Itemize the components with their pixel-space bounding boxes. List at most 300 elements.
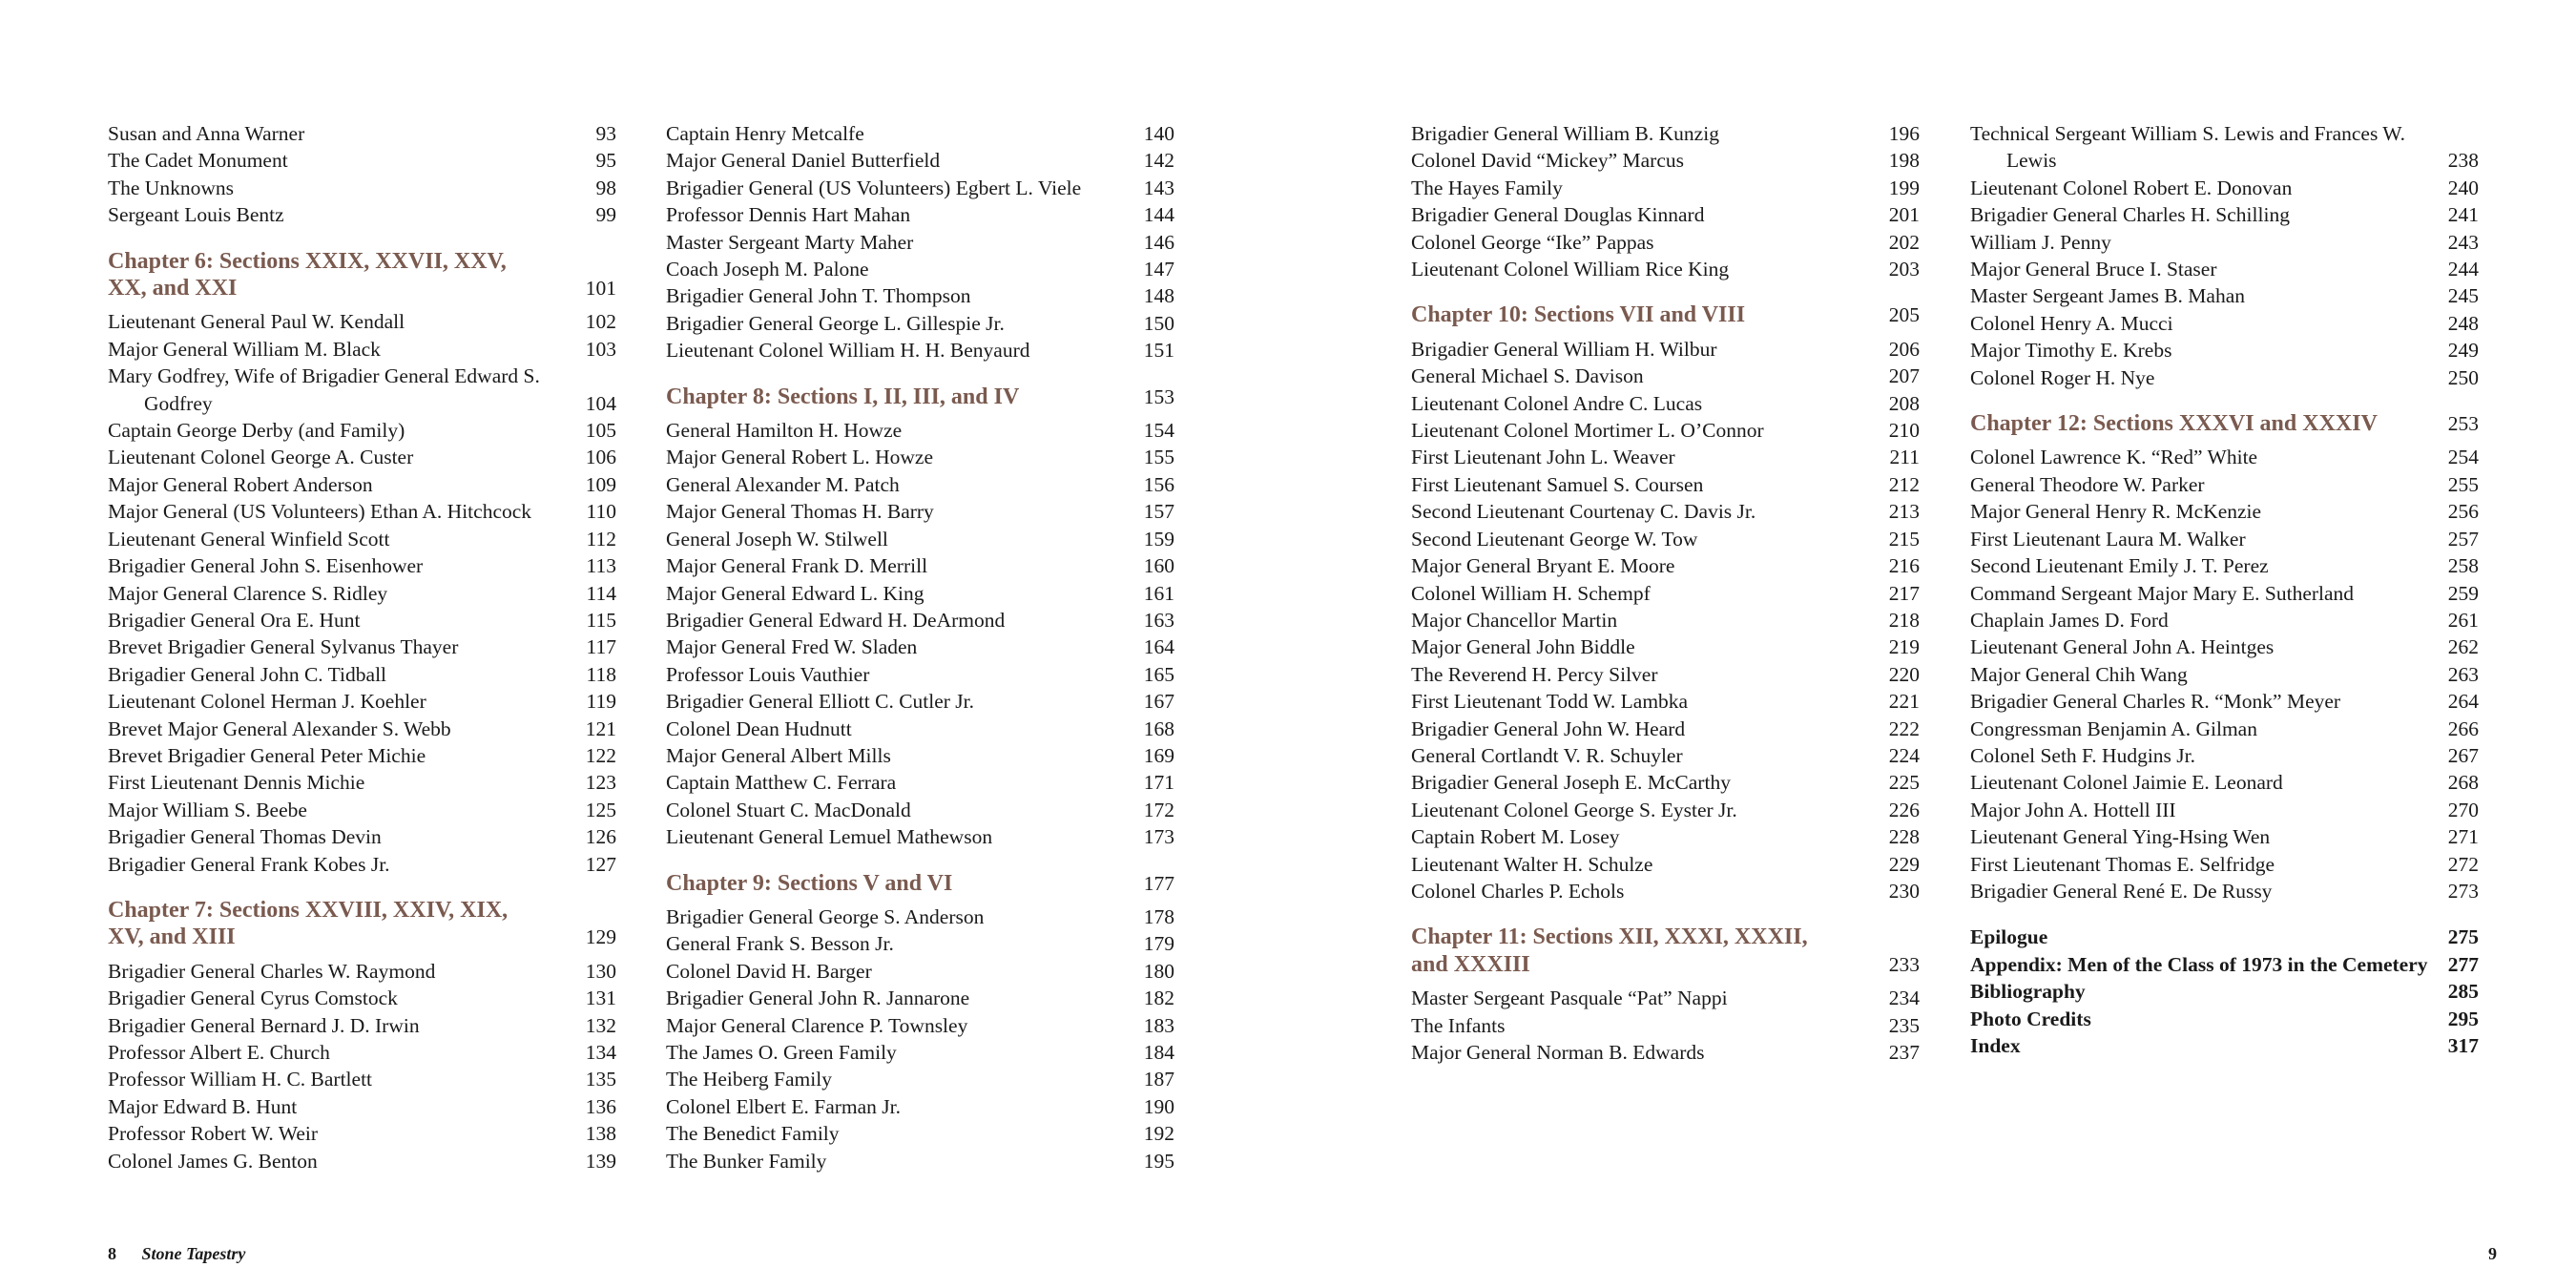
toc-entry <box>108 363 616 417</box>
entry-title: Brigadier General Charles R. “Monk” Meyer <box>1970 690 2341 714</box>
toc-entry <box>1970 823 2479 850</box>
toc-entry <box>666 823 1174 850</box>
entry-title: Lieutenant General Winfield Scott <box>108 527 390 551</box>
toc-entry <box>1970 471 2479 498</box>
page-number: 178 <box>1143 904 1174 928</box>
entry-title: General Michael S. Davison <box>1411 364 1644 388</box>
toc-entry <box>1411 256 1920 282</box>
entry-title: Index <box>1970 1034 2021 1057</box>
page-number: 98 <box>595 176 616 199</box>
entry-title: Brigadier General Cyrus Comstock <box>108 987 398 1010</box>
entry-title: Colonel William H. Schempf <box>1411 581 1651 605</box>
toc-column-4 <box>1970 120 2479 1059</box>
chapter-title: Chapter 7: Sections XXVIII, XXIV, XIX, XV, and XIII <box>108 897 509 950</box>
page-number: 115 <box>586 608 616 632</box>
page-number: 167 <box>1143 690 1174 714</box>
page-number: 103 <box>585 337 616 361</box>
toc-entry <box>1411 742 1920 769</box>
toc-entry <box>1411 851 1920 878</box>
toc-entry <box>1970 634 2479 660</box>
toc-entry <box>1970 201 2479 228</box>
toc-entry <box>1970 878 2479 904</box>
page-number: 245 <box>2447 284 2479 308</box>
toc-entry <box>108 120 616 147</box>
toc-column-3 <box>1411 120 1920 1066</box>
toc-entry <box>108 471 616 498</box>
toc-entry <box>108 661 616 688</box>
toc-entry <box>108 147 616 174</box>
entry-title: Major General Bryant E. Moore <box>1411 554 1675 578</box>
toc-entry <box>108 1148 616 1174</box>
page-number: 160 <box>1143 554 1174 578</box>
entry-title: Brevet Major General Alexander S. Webb <box>108 717 451 740</box>
entry-title: Lieutenant Colonel George A. Custer <box>108 446 414 469</box>
entry-title: The James O. Green Family <box>666 1041 897 1064</box>
entry-title: Major General William M. Black <box>108 337 381 361</box>
page-number: 153 <box>1143 384 1174 408</box>
chapter-title: Chapter 6: Sections XXIX, XXVII, XXV, XX, and XXI <box>108 248 507 301</box>
toc-entry <box>1970 256 2479 282</box>
page-number: 208 <box>1888 391 1920 415</box>
page-number: 196 <box>1888 122 1920 145</box>
entry-title: Lieutenant Colonel Mortimer L. O’Connor <box>1411 419 1764 443</box>
toc-entry <box>1411 201 1920 228</box>
toc-column-1 <box>108 120 616 1174</box>
page-number: 163 <box>1143 608 1174 632</box>
page-number: 118 <box>586 662 616 686</box>
toc-entry <box>108 985 616 1011</box>
page-number: 262 <box>2447 635 2479 659</box>
toc-entry <box>1970 282 2479 309</box>
toc-entry <box>1970 607 2479 634</box>
entry-title: Second Lieutenant Courtenay C. Davis Jr. <box>1411 500 1756 524</box>
page-number: 187 <box>1143 1068 1174 1091</box>
page-number: 203 <box>1888 258 1920 281</box>
entry-title: Lieutenant Colonel William H. H. Benyaurd <box>666 339 1030 363</box>
page-number: 264 <box>2447 690 2479 714</box>
page-number: 233 <box>1888 952 1920 976</box>
page-number: 228 <box>1888 825 1920 849</box>
backmatter-entry <box>1970 924 2479 950</box>
entry-title: Brigadier General Charles H. Schilling <box>1970 203 2290 227</box>
backmatter-entry <box>1970 978 2479 1005</box>
entry-title: Major General Fred W. Sladen <box>666 635 918 659</box>
page-number: 226 <box>1888 798 1920 821</box>
toc-entry <box>1970 175 2479 201</box>
entry-title: Brigadier General William H. Wilbur <box>1411 337 1717 361</box>
running-title: Stone Tapestry <box>141 1244 246 1263</box>
page-number: 109 <box>585 472 616 496</box>
entry-title: Brigadier General John W. Heard <box>1411 717 1686 740</box>
entry-title: Major General (US Volunteers) Ethan A. Hitchcock <box>108 500 532 524</box>
toc-entry <box>1411 336 1920 363</box>
entry-title: Colonel David “Mickey” Marcus <box>1411 149 1684 173</box>
page-number: 105 <box>585 419 616 443</box>
entry-title: The Hayes Family <box>1411 176 1563 199</box>
toc-entry <box>666 580 1174 607</box>
toc-entry <box>666 444 1174 470</box>
toc-entry <box>108 716 616 742</box>
entry-title: Brigadier General Joseph E. McCarthy <box>1411 771 1731 795</box>
entry-title: Major General Thomas H. Barry <box>666 500 934 524</box>
toc-entry <box>1970 526 2479 552</box>
toc-entry <box>666 742 1174 769</box>
page-number: 93 <box>595 122 616 145</box>
entry-title: Major General Edward L. King <box>666 581 924 605</box>
page-number: 256 <box>2447 500 2479 524</box>
entry-title: Colonel David H. Barger <box>666 959 872 983</box>
backmatter-entry <box>1970 1006 2479 1032</box>
chapter-title: Chapter 10: Sections VII and VIII <box>1411 302 1746 328</box>
page-number: 215 <box>1888 527 1920 551</box>
entry-title: Brigadier General René E. De Russy <box>1970 879 2273 903</box>
toc-entry <box>666 417 1174 444</box>
toc-entry <box>108 417 616 444</box>
chapter-heading <box>1411 301 1920 328</box>
toc-entry <box>1411 797 1920 823</box>
page-number: 169 <box>1143 743 1174 767</box>
page-number: 230 <box>1888 879 1920 903</box>
entry-title: Captain Matthew C. Ferrara <box>666 771 897 795</box>
toc-entry <box>1411 661 1920 688</box>
entry-title: Major General John Biddle <box>1411 635 1635 659</box>
page-number: 271 <box>2447 825 2479 849</box>
entry-title: Captain George Derby (and Family) <box>108 419 405 443</box>
entry-title: Lieutenant Colonel Jaimie E. Leonard <box>1970 771 2283 795</box>
entry-title: Major General Frank D. Merrill <box>666 554 928 578</box>
toc-entry <box>1970 337 2479 364</box>
entry-title: Major General Daniel Butterfield <box>666 149 941 173</box>
entry-title: Colonel Stuart C. MacDonald <box>666 798 911 821</box>
toc-entry <box>666 147 1174 174</box>
page-number: 205 <box>1888 303 1920 327</box>
page-number: 114 <box>586 581 616 605</box>
page-number: 202 <box>1888 230 1920 254</box>
entry-title: Second Lieutenant Emily J. T. Perez <box>1970 554 2269 578</box>
page-number: 192 <box>1143 1122 1174 1146</box>
toc-entry <box>666 1148 1174 1174</box>
page-number: 295 <box>2447 1007 2479 1030</box>
entry-title: Brigadier General Thomas Devin <box>108 825 382 849</box>
toc-entry <box>108 580 616 607</box>
page-number: 277 <box>2447 952 2479 976</box>
toc-entry <box>1411 120 1920 147</box>
page-number: 248 <box>2447 311 2479 335</box>
page-number: 165 <box>1143 662 1174 686</box>
page-number: 224 <box>1888 743 1920 767</box>
page-number: 266 <box>2447 717 2479 740</box>
entry-title: Major John A. Hottell III <box>1970 798 2176 821</box>
page-number: 122 <box>585 743 616 767</box>
entry-title: Brigadier General Douglas Kinnard <box>1411 203 1705 227</box>
entry-title: Professor Louis Vauthier <box>666 662 870 686</box>
page-number: 257 <box>2447 527 2479 551</box>
toc-entry <box>1970 364 2479 391</box>
chapter-title: Chapter 11: Sections XII, XXXI, XXXII, and XXXIII <box>1411 924 1808 977</box>
toc-entry <box>108 851 616 878</box>
page-number: 183 <box>1143 1013 1174 1037</box>
toc-entry <box>108 688 616 715</box>
toc-entry <box>108 1012 616 1039</box>
page-number: 121 <box>585 717 616 740</box>
toc-entry <box>1970 851 2479 878</box>
toc-entry <box>666 769 1174 796</box>
entry-title: Colonel Elbert E. Farman Jr. <box>666 1094 902 1118</box>
toc-entry <box>108 175 616 201</box>
entry-title: The Unknowns <box>108 176 234 199</box>
toc-entry <box>666 904 1174 930</box>
entry-title: Brigadier General (US Volunteers) Egbert L. Viele <box>666 176 1082 199</box>
toc-entry <box>666 120 1174 147</box>
page-number: 263 <box>2447 662 2479 686</box>
entry-title: Command Sergeant Major Mary E. Sutherland <box>1970 581 2355 605</box>
page-number: 156 <box>1143 472 1174 496</box>
page-number: 173 <box>1143 825 1174 849</box>
toc-entry <box>108 958 616 985</box>
page-number: 161 <box>1143 581 1174 605</box>
page-number: 190 <box>1143 1094 1174 1118</box>
page-number: 201 <box>1888 203 1920 227</box>
toc-entry <box>666 256 1174 282</box>
toc-entry <box>666 1012 1174 1039</box>
page-number: 106 <box>585 446 616 469</box>
entry-title: Lieutenant General Paul W. Kendall <box>108 310 405 334</box>
entry-title: Colonel Roger H. Nye <box>1970 365 2155 389</box>
page-number: 270 <box>2447 798 2479 821</box>
entry-title: Master Sergeant James B. Mahan <box>1970 284 2245 308</box>
page-number: 211 <box>1889 446 1920 469</box>
entry-title: Sergeant Louis Bentz <box>108 203 284 227</box>
toc-entry <box>1970 498 2479 525</box>
entry-title: General Theodore W. Parker <box>1970 472 2205 496</box>
entry-title: Major General Clarence P. Townsley <box>666 1013 968 1037</box>
toc-entry <box>108 742 616 769</box>
page-number: 221 <box>1888 690 1920 714</box>
entry-title: General Alexander M. Patch <box>666 472 900 496</box>
toc-entry <box>1970 444 2479 470</box>
toc-entry <box>666 282 1174 309</box>
entry-title: The Infants <box>1411 1013 1506 1037</box>
toc-entry <box>1970 580 2479 607</box>
page-number: 179 <box>1143 932 1174 956</box>
entry-title: Colonel Henry A. Mucci <box>1970 311 2173 335</box>
page-number: 168 <box>1143 717 1174 740</box>
entry-title: Major Timothy E. Krebs <box>1970 339 2172 363</box>
page-number: 273 <box>2447 879 2479 903</box>
toc-entry <box>1411 634 1920 660</box>
chapter-heading <box>666 384 1174 410</box>
page-number: 240 <box>2447 176 2479 199</box>
toc-entry <box>1411 229 1920 256</box>
chapter-title: Chapter 8: Sections I, II, III, and IV <box>666 384 1020 409</box>
entry-title: Colonel George “Ike” Pappas <box>1411 230 1654 254</box>
entry-title: General Frank S. Besson Jr. <box>666 932 894 956</box>
entry-title: First Lieutenant Todd W. Lambka <box>1411 690 1689 714</box>
entry-title: Brevet Brigadier General Peter Michie <box>108 743 426 767</box>
toc-entry <box>108 607 616 634</box>
toc-entry <box>666 471 1174 498</box>
entry-title: Professor Robert W. Weir <box>108 1122 319 1146</box>
page-number: 212 <box>1888 472 1920 496</box>
page-number: 244 <box>2447 258 2479 281</box>
backmatter-entry <box>1970 951 2479 978</box>
left-page-number: 8 <box>108 1244 116 1263</box>
page-number: 101 <box>585 277 616 301</box>
toc-entry <box>1970 688 2479 715</box>
entry-title: Captain Robert M. Losey <box>1411 825 1620 849</box>
entry-title: Brigadier General Bernard J. D. Irwin <box>108 1013 420 1037</box>
page-number: 155 <box>1143 446 1174 469</box>
entry-title: Brigadier General George L. Gillespie Jr. <box>666 311 1005 335</box>
toc-entry <box>1411 823 1920 850</box>
page-number: 249 <box>2447 339 2479 363</box>
toc-entry <box>108 498 616 525</box>
toc-entry <box>1970 310 2479 337</box>
entry-title: Brigadier General Elliott C. Cutler Jr. <box>666 690 975 714</box>
entry-title: Chaplain James D. Ford <box>1970 608 2169 632</box>
page-number: 253 <box>2447 412 2479 436</box>
page-number: 102 <box>585 310 616 334</box>
page-number: 130 <box>585 959 616 983</box>
page-number: 150 <box>1143 311 1174 335</box>
entry-title: William J. Penny <box>1970 230 2111 254</box>
page-number: 243 <box>2447 230 2479 254</box>
entry-title: Brigadier General Ora E. Hunt <box>108 608 361 632</box>
toc-column-2 <box>666 120 1174 1174</box>
toc-entry <box>1970 716 2479 742</box>
page-number: 219 <box>1888 635 1920 659</box>
toc-entry <box>666 930 1174 957</box>
toc-entry <box>108 1120 616 1147</box>
toc-entry <box>1411 985 1920 1011</box>
page-number: 182 <box>1143 987 1174 1010</box>
page-number: 157 <box>1143 500 1174 524</box>
toc-entry <box>666 1120 1174 1147</box>
entry-title: First Lieutenant Thomas E. Selfridge <box>1970 852 2275 876</box>
entry-title: Colonel Seth F. Hudgins Jr. <box>1970 743 2195 767</box>
page-number: 272 <box>2447 852 2479 876</box>
chapter-heading <box>108 248 616 302</box>
left-page-footer <box>108 1244 245 1264</box>
page-number: 99 <box>595 203 616 227</box>
page-number: 222 <box>1888 717 1920 740</box>
toc-entry <box>108 797 616 823</box>
page-number: 131 <box>585 987 616 1010</box>
entry-title: First Lieutenant John L. Weaver <box>1411 446 1675 469</box>
page-number: 136 <box>585 1094 616 1118</box>
toc-entry <box>666 201 1174 228</box>
entry-title: Major Edward B. Hunt <box>108 1094 298 1118</box>
entry-title: Professor Dennis Hart Mahan <box>666 203 911 227</box>
page-number: 148 <box>1143 284 1174 308</box>
page-number: 171 <box>1143 771 1174 795</box>
entry-title: Captain Henry Metcalfe <box>666 122 864 145</box>
chapter-heading <box>1411 924 1920 978</box>
toc-entry <box>108 336 616 363</box>
page-number: 235 <box>1888 1013 1920 1037</box>
toc-entry <box>108 444 616 470</box>
toc-entry <box>1411 175 1920 201</box>
toc-entry <box>108 634 616 660</box>
toc-entry <box>1411 471 1920 498</box>
page-number: 144 <box>1143 203 1174 227</box>
toc-entry <box>1970 797 2479 823</box>
entry-title: General Joseph W. Stilwell <box>666 527 888 551</box>
toc-entry <box>1970 661 2479 688</box>
entry-title: The Cadet Monument <box>108 149 288 173</box>
page-number: 206 <box>1888 337 1920 361</box>
toc-entry <box>1970 552 2479 579</box>
entry-title: Brigadier General Edward H. DeArmond <box>666 608 1006 632</box>
page-number: 261 <box>2447 608 2479 632</box>
entry-title: Master Sergeant Marty Maher <box>666 230 914 254</box>
chapter-title: Chapter 9: Sections V and VI <box>666 870 953 896</box>
entry-title: Colonel Charles P. Echols <box>1411 879 1625 903</box>
entry-title: First Lieutenant Dennis Michie <box>108 771 365 795</box>
page-number: 125 <box>585 798 616 821</box>
chapter-heading <box>1970 410 2479 437</box>
entry-title: Bibliography <box>1970 980 2086 1004</box>
entry-title: Brevet Brigadier General Sylvanus Thayer <box>108 635 459 659</box>
page-number: 268 <box>2447 771 2479 795</box>
toc-entry <box>108 769 616 796</box>
page-number: 134 <box>585 1041 616 1064</box>
chapter-heading <box>108 897 616 951</box>
entry-title: Major General Clarence S. Ridley <box>108 581 388 605</box>
page-number: 159 <box>1143 527 1174 551</box>
entry-title: Brigadier General John R. Jannarone <box>666 987 970 1010</box>
page-number: 199 <box>1888 176 1920 199</box>
chapter-title: Chapter 12: Sections XXXVI and XXXIV <box>1970 411 2378 437</box>
entry-title: Lieutenant Colonel William Rice King <box>1411 258 1730 281</box>
entry-title: Brigadier General William B. Kunzig <box>1411 122 1719 145</box>
page-number: 207 <box>1888 364 1920 388</box>
toc-entry <box>108 201 616 228</box>
toc-entry <box>666 498 1174 525</box>
toc-entry <box>666 1039 1174 1066</box>
backmatter-list <box>1970 924 2479 1059</box>
entry-title: Second Lieutenant George W. Tow <box>1411 527 1698 551</box>
toc-entry <box>1411 552 1920 579</box>
page-number: 138 <box>585 1122 616 1146</box>
toc-entry <box>666 175 1174 201</box>
entry-title: Major General Albert Mills <box>666 743 891 767</box>
page-number: 126 <box>585 825 616 849</box>
toc-entry <box>666 1066 1174 1092</box>
entry-title: Susan and Anna Warner <box>108 122 305 145</box>
toc-entry <box>1970 229 2479 256</box>
entry-title: Professor Albert E. Church <box>108 1041 330 1064</box>
toc-entry <box>666 688 1174 715</box>
toc-entry <box>1411 417 1920 444</box>
page-number: 140 <box>1143 122 1174 145</box>
entry-title: Photo Credits <box>1970 1007 2091 1030</box>
toc-entry <box>666 958 1174 985</box>
entry-title: Appendix: Men of the Class of 1973 in the Cemetery <box>1970 952 2428 976</box>
backmatter-entry <box>1970 1032 2479 1059</box>
entry-title: Lieutenant Colonel Herman J. Koehler <box>108 690 426 714</box>
entry-title: Major General Robert Anderson <box>108 472 373 496</box>
entry-title: Lieutenant General Ying-Hsing Wen <box>1970 825 2271 849</box>
page-number: 195 <box>1143 1149 1174 1173</box>
toc-entry <box>666 310 1174 337</box>
toc-entry <box>1970 742 2479 769</box>
page-number: 255 <box>2447 472 2479 496</box>
toc-entry <box>1411 580 1920 607</box>
page-number: 172 <box>1143 798 1174 821</box>
entry-title: Lieutenant Colonel Andre C. Lucas <box>1411 391 1703 415</box>
page-number: 117 <box>586 635 616 659</box>
